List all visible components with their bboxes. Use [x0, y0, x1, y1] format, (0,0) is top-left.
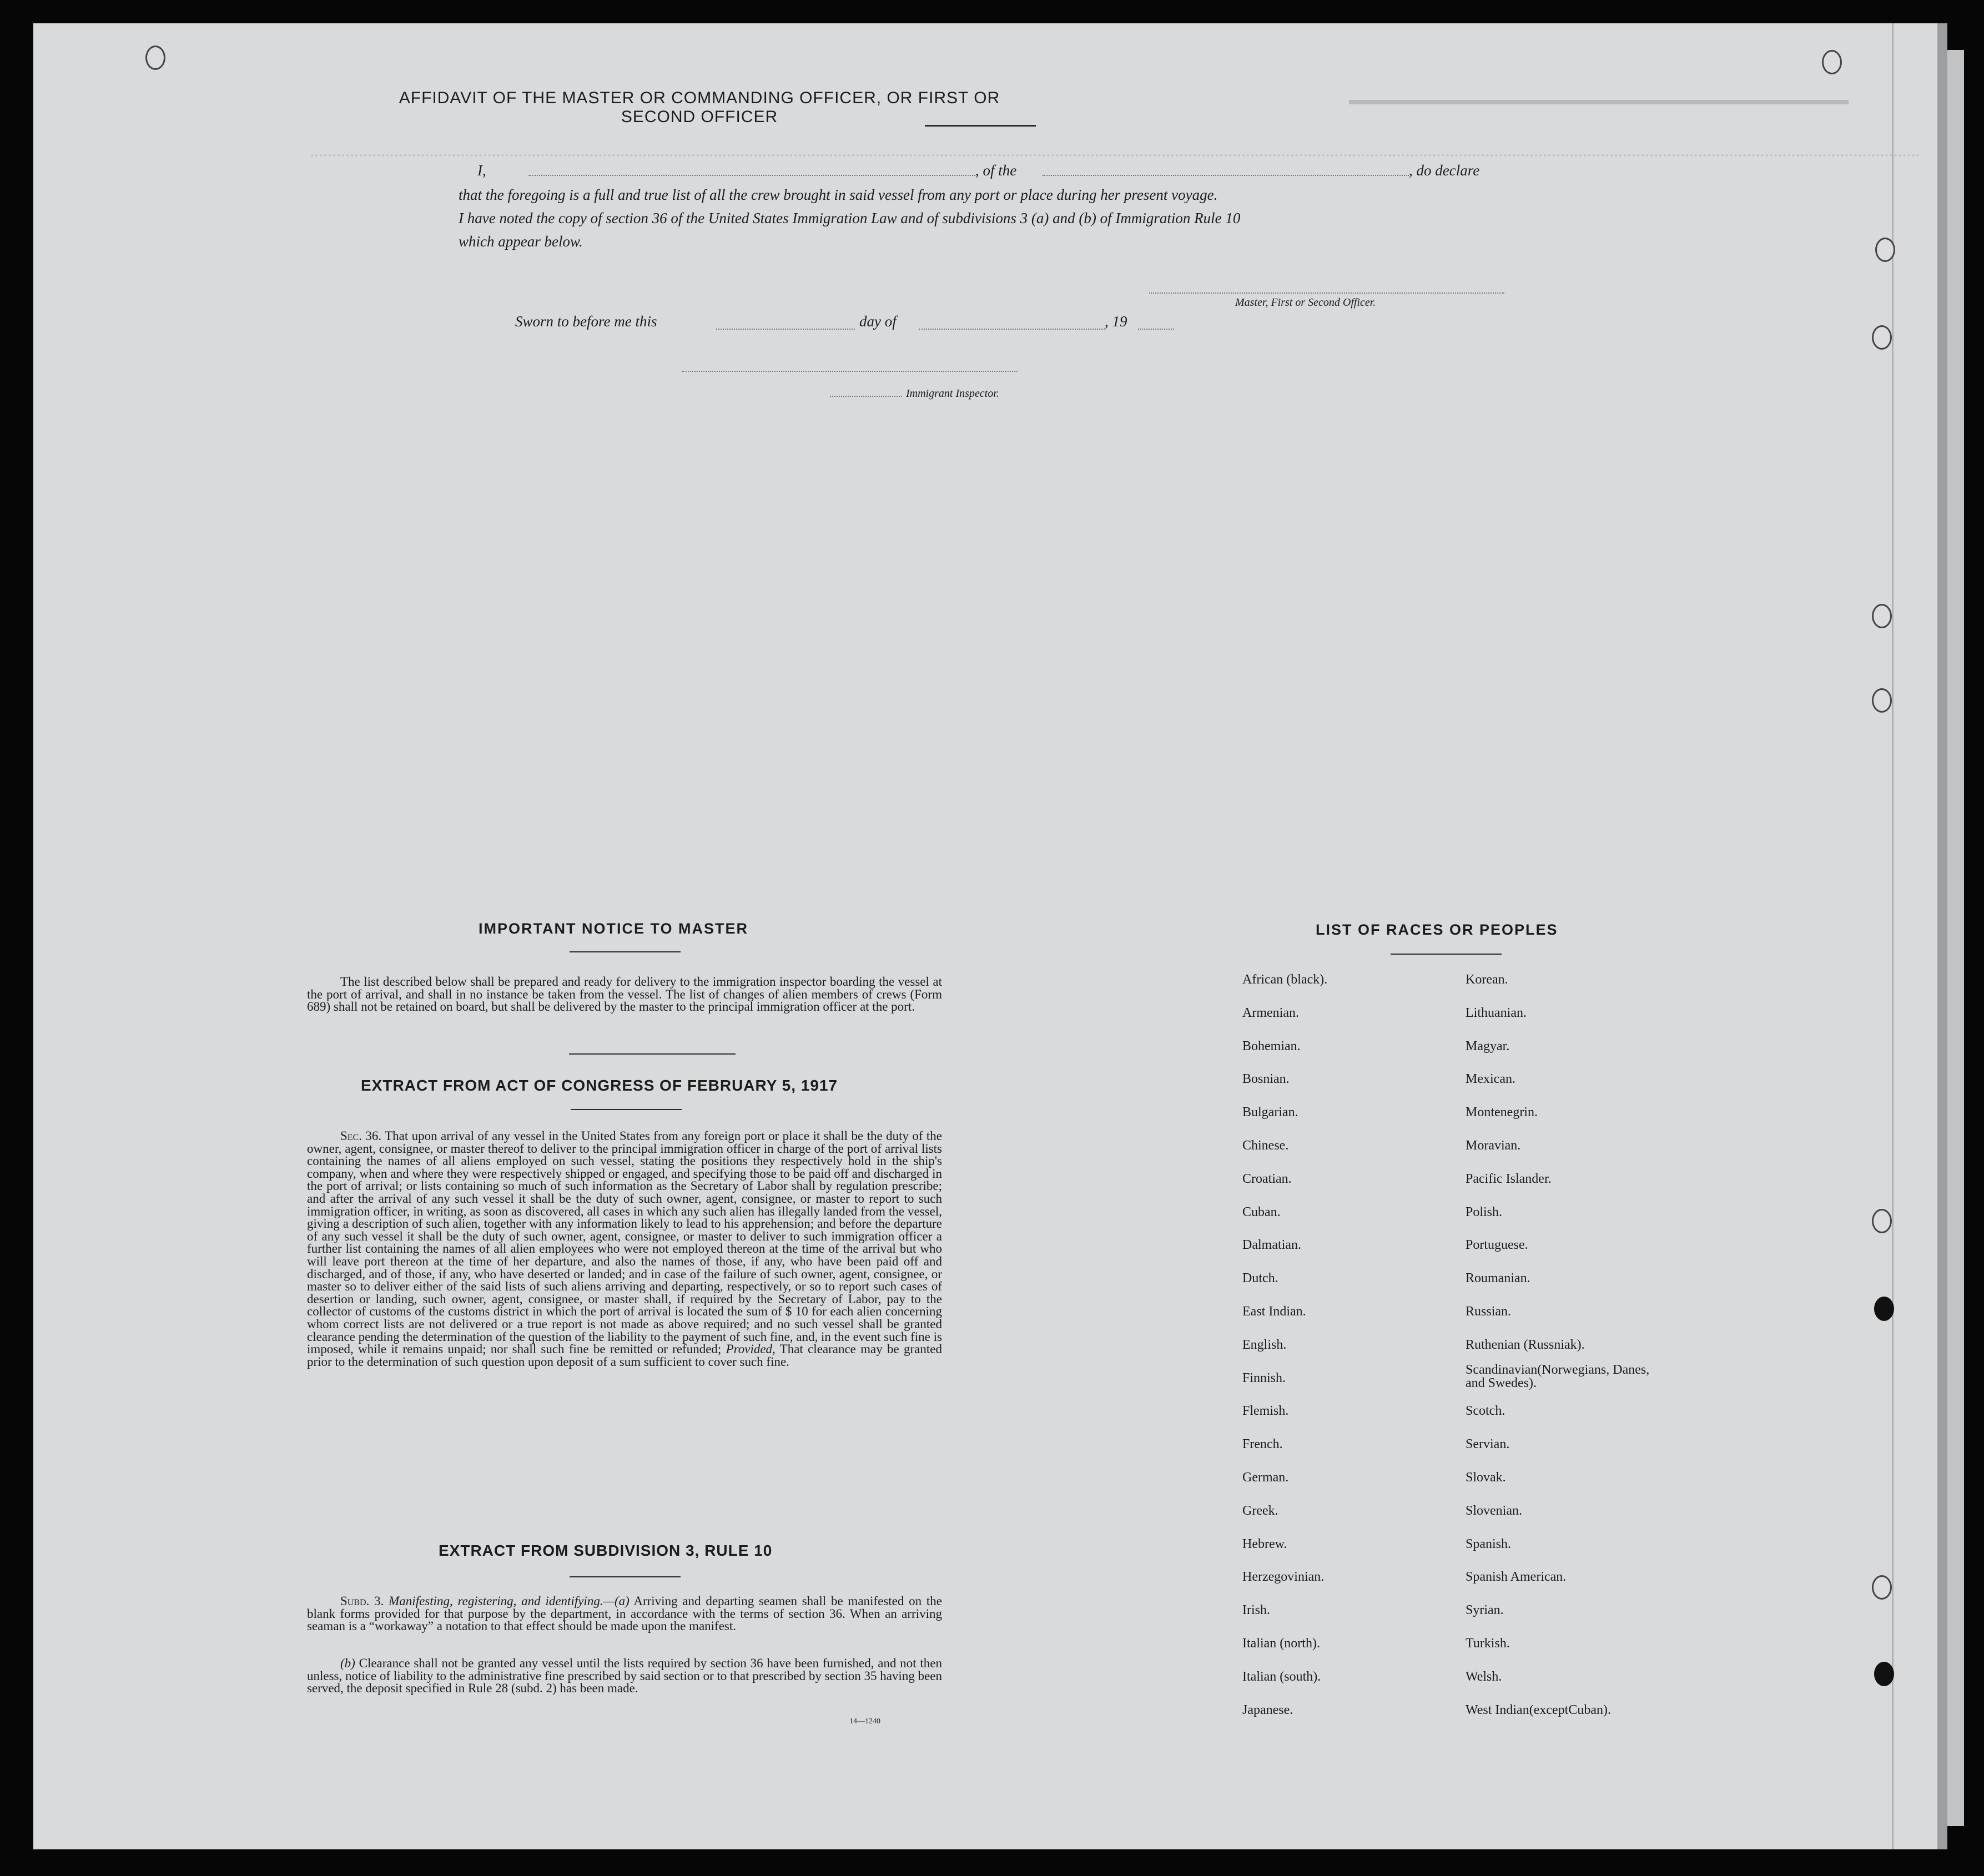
form-number: 14—1240 — [849, 1717, 880, 1726]
race-item: Italian (north). — [1242, 1636, 1320, 1651]
sworn-day-blank — [716, 329, 855, 330]
sworn-month-blank — [919, 329, 1105, 330]
race-item: Finnish. — [1242, 1370, 1286, 1385]
race-item: Mexican. — [1466, 1072, 1515, 1087]
affidavit-i-label: I, — [477, 162, 486, 179]
race-item: Slovenian. — [1466, 1503, 1522, 1518]
inspector-label: Immigrant Inspector. — [906, 387, 999, 400]
race-item: Pacific Islander. — [1466, 1171, 1552, 1186]
race-item: Servian. — [1466, 1437, 1510, 1452]
rule-text-b: (b) Clearance shall not be granted any vessel until the lists required by section 36 have been furnished, and not then unless, notice of liability to the administrative fine prescribed by said section or to that prescribed by section 35 having been served, the deposit specified in Rule 28 (subd. 2) has been made. — [307, 1656, 942, 1696]
affidavit-of-label: , of the — [975, 162, 1017, 179]
race-item: East Indian. — [1242, 1304, 1306, 1319]
act-text: Sec. 36. That upon arrival of any vessel in the United States from any foreign port or place it shall be the duty of the owner, agent, consignee, or master thereof to deliver to the principal immigration officer in charge of the port of arrival lists containing the names of all aliens employed on such vessel, stating the positions they respectively hold in the ship's company, when and where they were respectively shipped or engaged, and specifying those to be paid off and discharged in the port of arrival; or lists containing so much of such information as the Secretary of Labor shall by regulation prescribe; and after the arrival of any such vessel it shall be the duty of such owner, agent, consignee, or master to report to such immigration officer, in writing, as soon as discovered, all cases in which any such alien has illegally landed from the vessel, giving a description of such alien, together with any information likely to lead to his apprehension; and before the departure of any such vessel it shall be the duty of such owner, agent, consignee, or master to deliver to such immigration officer a further list containing the names of all alien employees who were not employed thereon at the time of the arrival but who will leave port thereon at the time of her departure, and also the names of those, if any, who have been paid off and discharged, and of those, if any, who have deserted or landed; and in case of the failure of such owner, agent, consignee, or master so to deliver either of the said lists of such aliens arriving and departing, respectively, or so to report such cases of desertion or landing, such owner, agent, consignee, or master shall, if required by the Secretary of Labor, pay to the collector of customs of the customs district in which the port of arrival is located the sum of $ 10 for each alien concerning whom correct lists are not delivered or a true report is not made as above required; and no such vessel shall be granted clearance pending the determination of the question of the liability to the payment of such fine, and, in the event such fine is imposed, while it remains unpaid; nor shall such fine be remitted or refunded; Provided, That clearance may be granted prior to the determination of such question upon deposit of a sum sufficient to cover such fine. — [307, 1129, 942, 1369]
affidavit-line-4: which appear below. — [459, 233, 583, 250]
inspector-blank — [682, 371, 1018, 372]
race-item: Montenegrin. — [1466, 1105, 1538, 1120]
race-item: Lithuanian. — [1466, 1005, 1527, 1020]
race-item: Armenian. — [1242, 1005, 1299, 1020]
binding-margin-line — [1892, 23, 1894, 1849]
rule-title: EXTRACT FROM SUBDIVISION 3, RULE 10 — [439, 1542, 773, 1559]
punch-hole — [1874, 1662, 1894, 1686]
notice-underline — [570, 951, 681, 952]
title-underline — [925, 125, 1036, 127]
sec-36-label: Sec. 36. — [340, 1129, 382, 1143]
punch-hole — [1872, 604, 1892, 628]
sworn-label: Sworn to before me this — [515, 313, 657, 330]
document-sheet — [33, 23, 1937, 1849]
punch-hole — [1872, 1575, 1892, 1600]
race-item: Cuban. — [1242, 1204, 1281, 1219]
signature-blank — [1149, 293, 1504, 294]
race-item: Dutch. — [1242, 1271, 1278, 1286]
race-item: Bohemian. — [1242, 1038, 1301, 1053]
vessel-blank — [1043, 175, 1409, 176]
race-item: Japanese. — [1242, 1702, 1293, 1717]
race-item: West Indian(exceptCuban). — [1466, 1702, 1611, 1717]
race-item: African (black). — [1242, 972, 1328, 987]
act-title: EXTRACT FROM ACT OF CONGRESS OF FEBRUARY 5, 1917 — [361, 1077, 838, 1094]
punch-hole — [1874, 1297, 1894, 1321]
bleed-through-mark — [1349, 100, 1849, 121]
punch-hole — [145, 46, 165, 70]
sworn-day-label: day of — [859, 313, 897, 330]
race-item: Scandinavian(Norwegians, Danes, and Swedes). — [1466, 1362, 1650, 1390]
race-item: Polish. — [1466, 1204, 1503, 1219]
page-edge-underlay — [1947, 50, 1964, 1826]
race-item: Flemish. — [1242, 1404, 1289, 1419]
race-item: Spanish American. — [1466, 1570, 1567, 1585]
race-item: Chinese. — [1242, 1138, 1289, 1153]
race-item: Slovak. — [1466, 1470, 1506, 1485]
notice-title: IMPORTANT NOTICE TO MASTER — [479, 920, 748, 937]
races-underline — [1391, 954, 1502, 955]
notice-text: The list described below shall be prepared and ready for delivery to the immigration inspector boarding the vessel at the port of arrival, and shall in no instance be taken from the vessel. The list of changes of alien members of crews (Form 689) shall not be retained on board, but shall be delivered by the master to the principal immigration officer at the port. — [307, 975, 942, 1014]
act-underline — [571, 1109, 682, 1110]
inspector-signature-blank — [830, 396, 902, 397]
race-item: English. — [1242, 1337, 1287, 1352]
race-item: Russian. — [1466, 1304, 1512, 1319]
race-item: Turkish. — [1466, 1636, 1510, 1651]
name-blank — [528, 175, 975, 176]
races-title: LIST OF RACES OR PEOPLES — [1316, 921, 1558, 938]
race-item: Magyar. — [1466, 1038, 1510, 1053]
affidavit-line-2: that the foregoing is a full and true list of all the crew brought in said vessel from any port or place during her present voyage. — [459, 186, 1218, 203]
race-item: Croatian. — [1242, 1171, 1292, 1186]
race-item: French. — [1242, 1437, 1283, 1452]
race-item: Roumanian. — [1466, 1271, 1530, 1286]
race-item: Spanish. — [1466, 1536, 1512, 1551]
signature-label: Master, First or Second Officer. — [1235, 296, 1376, 309]
sworn-year-label: , 19 — [1105, 313, 1127, 330]
race-item: Welsh. — [1466, 1669, 1502, 1684]
punch-hole — [1872, 1209, 1892, 1233]
punch-hole — [1872, 325, 1892, 350]
race-item: Korean. — [1466, 972, 1508, 987]
bleed-through-mark — [311, 154, 1921, 157]
rule-underline — [570, 1576, 681, 1577]
page-edge — [1937, 23, 1947, 1849]
sworn-year-blank — [1138, 329, 1174, 330]
race-item: Ruthenian (Russniak). — [1466, 1337, 1585, 1352]
race-item: Irish. — [1242, 1603, 1270, 1618]
race-item: Hebrew. — [1242, 1536, 1287, 1551]
race-item: Greek. — [1242, 1503, 1278, 1518]
affidavit-line-3: I have noted the copy of section 36 of the United States Immigration Law and of subdivisions 3 (a) and (b) of Immigration Rule 10 — [459, 210, 1241, 226]
punch-hole — [1822, 50, 1842, 74]
race-item: Portuguese. — [1466, 1238, 1528, 1253]
punch-hole — [1875, 238, 1895, 262]
race-item: Moravian. — [1466, 1138, 1521, 1153]
affidavit-declare-label: , do declare — [1409, 162, 1480, 179]
race-item: Scotch. — [1466, 1404, 1505, 1419]
race-item: Herzegovinian. — [1242, 1570, 1325, 1585]
race-item: Syrian. — [1466, 1603, 1504, 1618]
race-item: Italian (south). — [1242, 1669, 1321, 1684]
rule-text-a: Subd. 3. Manifesting, registering, and identifying.—(a) Arriving and departing seamen shall be manifested on the blank forms provided for that purpose by the department, in accordance with the terms of section 36. When an arriving seaman is a “workaway” a notation to that effect should be made upon the manifest. — [307, 1594, 942, 1633]
affidavit-title: AFFIDAVIT OF THE MASTER OR COMMANDING OFFICER, OR FIRST OR SECOND OFFICER — [399, 89, 1000, 126]
section-divider — [569, 1053, 736, 1055]
race-item: Bulgarian. — [1242, 1105, 1298, 1120]
race-item: Bosnian. — [1242, 1072, 1290, 1087]
punch-hole — [1872, 688, 1892, 713]
race-item: Dalmatian. — [1242, 1238, 1301, 1253]
race-item: German. — [1242, 1470, 1289, 1485]
